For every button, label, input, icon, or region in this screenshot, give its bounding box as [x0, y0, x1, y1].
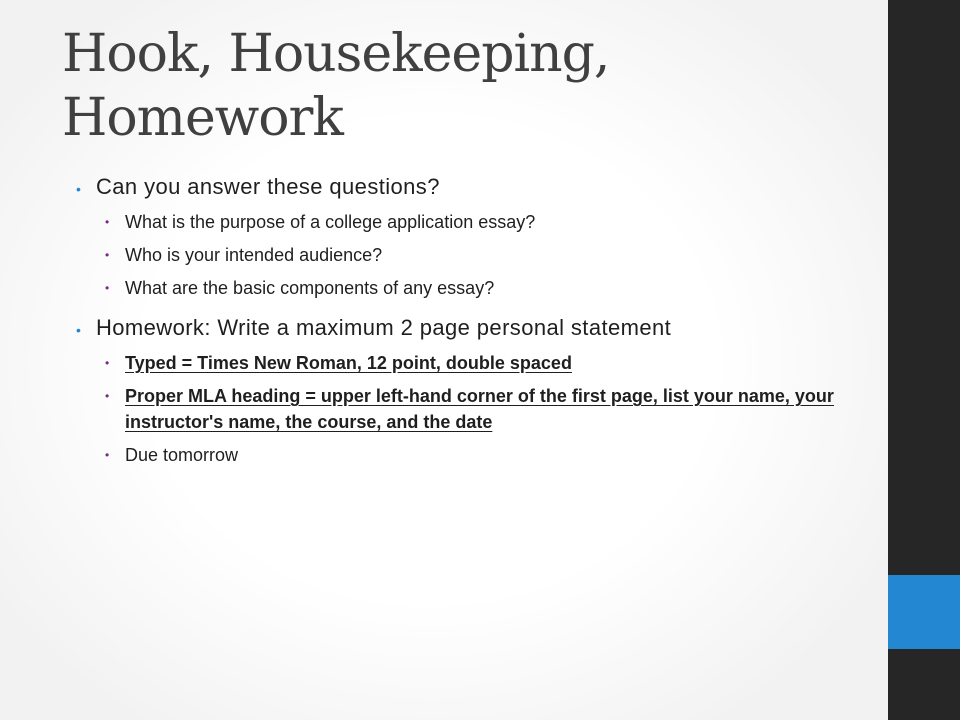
sub-bullet-text: Who is your intended audience?	[125, 245, 383, 265]
sub-bullet-dot-icon: •	[105, 448, 110, 462]
sub-bullet-text: Typed = Times New Roman, 12 point, double spaced	[125, 353, 572, 373]
bullet-dot-icon: •	[76, 322, 82, 338]
title-line-2: Homework	[62, 88, 343, 148]
sub-bullet-dot-icon: •	[105, 215, 110, 229]
sub-bullet-mla-heading	[105, 383, 866, 435]
sub-bullet-dot-icon: •	[105, 248, 110, 262]
sub-bullet-text: Proper MLA heading = upper left-hand corner of the first page, list your name, your instructor's name, the course, and the date	[125, 386, 834, 432]
sub-bullet-text: Due tomorrow	[125, 445, 239, 465]
sub-bullet-dot-icon: •	[105, 281, 110, 295]
sub-bullet-typed	[105, 350, 866, 376]
sub-bullet-text: What is the purpose of a college application essay?	[125, 212, 536, 232]
sub-bullet-dot-icon: •	[105, 389, 110, 403]
title-line-1: Hook, Housekeeping,	[62, 24, 610, 84]
sub-bullet-text: What are the basic components of any essay?	[125, 278, 495, 298]
sub-bullet-purpose	[105, 209, 866, 235]
sub-bullet-components	[105, 275, 866, 301]
sub-bullet-dot-icon: •	[105, 356, 110, 370]
slide-body	[76, 172, 866, 468]
slide-title	[62, 22, 862, 150]
sub-bullet-due	[105, 442, 866, 468]
sub-bullet-audience	[105, 242, 866, 268]
bullet-dot-icon: •	[76, 181, 82, 197]
bullet-text: Homework: Write a maximum 2 page personal statement	[96, 315, 672, 340]
bullet-text: Can you answer these questions?	[96, 174, 440, 199]
bullet-questions	[76, 172, 866, 202]
bullet-homework	[76, 313, 866, 343]
accent-block	[888, 575, 960, 649]
